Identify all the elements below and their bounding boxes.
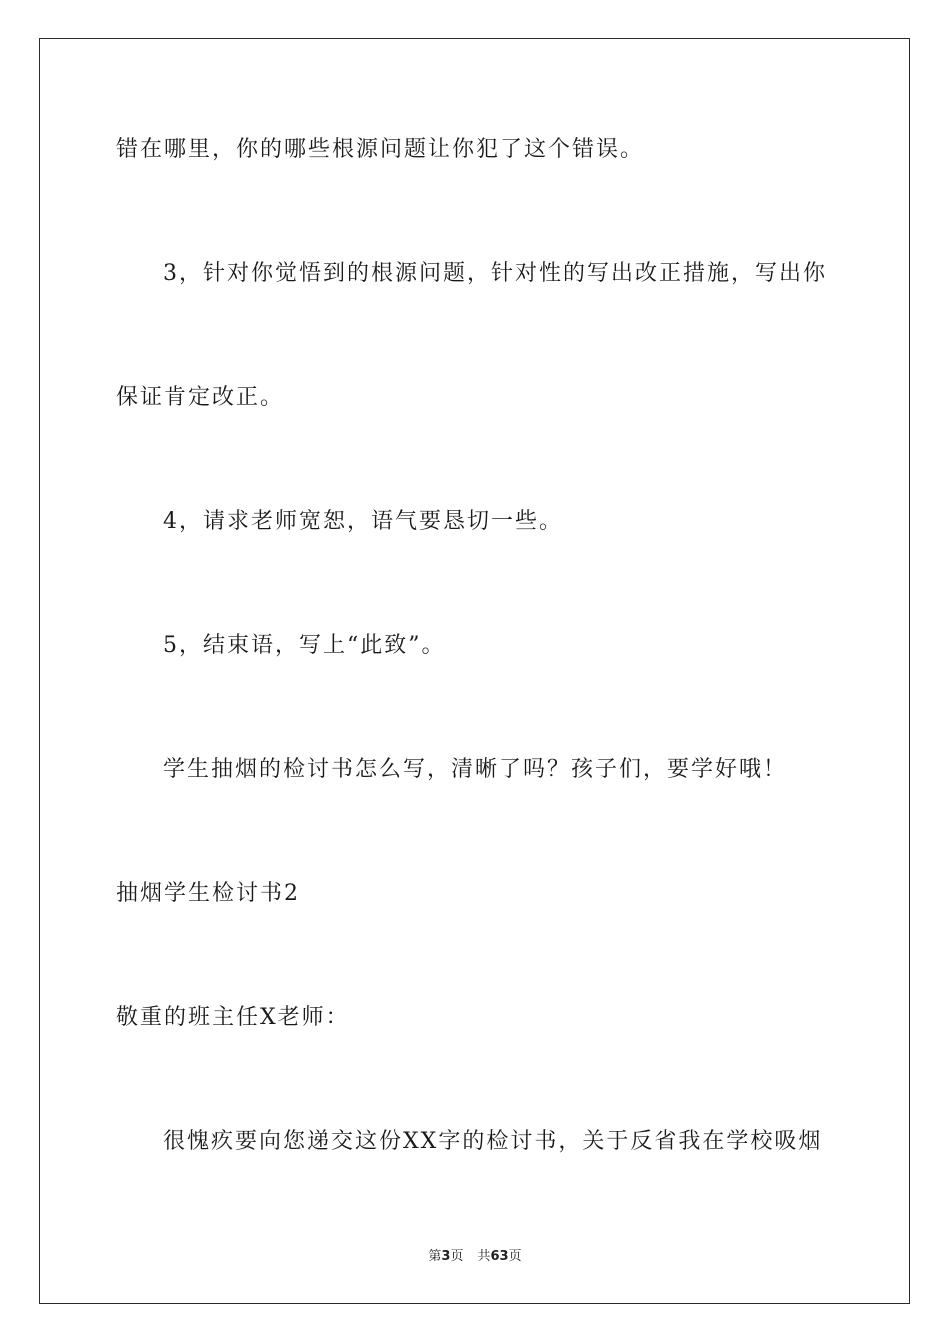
footer-page-total: 63	[490, 1249, 509, 1264]
section-heading: 抽烟学生检讨书2	[116, 881, 300, 906]
paragraph-line: 很愧疚要向您递交这份XX字的检讨书，关于反省我在学校吸烟	[163, 1129, 823, 1154]
paragraph-line: 错在哪里，你的哪些根源问题让你犯了这个错误。	[116, 137, 645, 162]
footer-total-prefix: 共	[477, 1249, 491, 1264]
footer-page-prefix: 第	[428, 1249, 442, 1264]
paragraph-line: 保证肯定改正。	[116, 385, 285, 410]
paragraph-line: 学生抽烟的检讨书怎么写，清晰了吗？孩子们，要学好哦！	[163, 757, 788, 782]
footer-page-unit: 页	[450, 1249, 464, 1264]
page-border	[39, 38, 910, 1304]
salutation: 敬重的班主任X老师：	[116, 1005, 350, 1030]
paragraph-line: 4，请求老师宽恕，语气要恳切一些。	[163, 509, 563, 534]
paragraph-line: 3，针对你觉悟到的根源问题，针对性的写出改正措施，写出你	[163, 261, 827, 286]
footer-total-unit: 页	[508, 1249, 522, 1264]
footer-page-current: 3	[441, 1249, 451, 1264]
page-footer	[0, 1248, 950, 1266]
paragraph-line: 5，结束语，写上“此致”。	[163, 633, 446, 658]
